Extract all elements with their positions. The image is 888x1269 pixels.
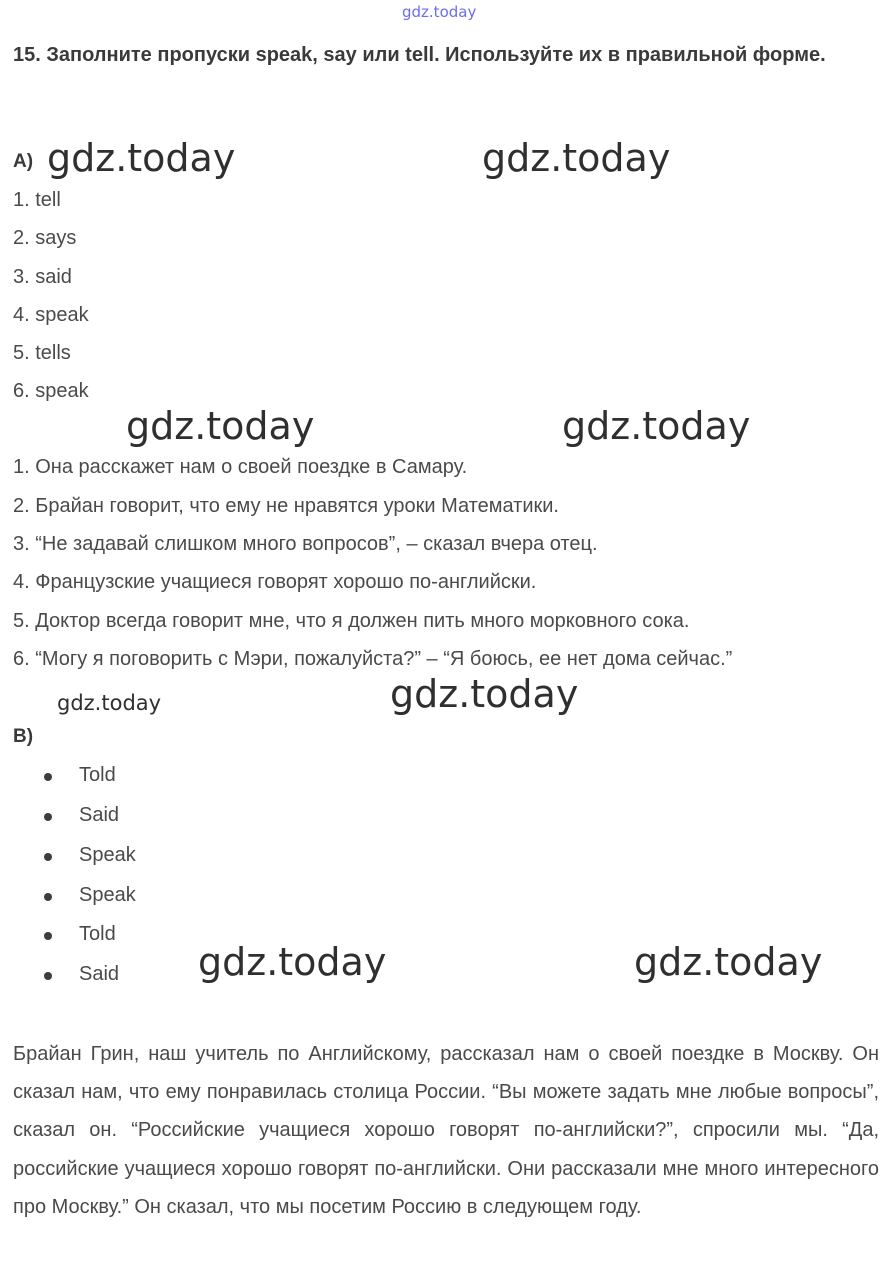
answer-a-4: 4. speak xyxy=(13,304,89,326)
answer-a-6: 6. speak xyxy=(13,380,89,402)
answer-a-5: 5. tells xyxy=(13,342,71,364)
translation-3: 3. “Не задавай слишком много вопросов”, – сказал вчера отец. xyxy=(13,533,598,555)
exercise-heading: 15. Заполните пропуски speak, say или tell. Используйте их в правильной форме. xyxy=(13,44,826,66)
translation-2: 2. Брайан говорит, что ему не нравятся уроки Математики. xyxy=(13,495,559,517)
bullet-dot xyxy=(44,773,52,781)
watermark: gdz.today xyxy=(562,404,751,448)
watermark: gdz.today xyxy=(126,404,315,448)
answer-a-1: 1. tell xyxy=(13,189,61,211)
translation-5: 5. Доктор всегда говорит мне, что я должен пить много морковного сока. xyxy=(13,610,690,632)
watermark-small: gdz.today xyxy=(57,691,162,715)
translation-4: 4. Французские учащиеся говорят хорошо по-английски. xyxy=(13,571,537,593)
answer-b-2: Said xyxy=(79,804,120,826)
answer-b-1: Told xyxy=(79,764,116,786)
translation-1: 1. Она расскажет нам о своей поездке в Самару. xyxy=(13,456,468,478)
section-b-label: B) xyxy=(13,726,34,747)
bullet-dot xyxy=(44,972,52,980)
answer-b-5: Told xyxy=(79,923,116,945)
watermark-top: gdz.today xyxy=(402,3,477,21)
section-a-label: А) xyxy=(13,151,34,172)
watermark: gdz.today xyxy=(390,672,579,716)
answer-b-4: Speak xyxy=(79,884,136,906)
watermark: gdz.today xyxy=(634,940,823,984)
story-paragraph: Брайан Грин, наш учитель по Английскому, рассказал нам о своей поездке в Москву. Он сказал нам, что ему понравилась столица России. “Вы можете задать мне любые вопросы”, сказал он. “Российские учащиеся хорошо говорят по-английски?”, спросили мы. “Да, российские учащиеся хорошо говорят по-английски. Они рассказали мне много интересного про Москву.” Он сказал, что мы посетим Россию в следующем году. xyxy=(13,1043,879,1218)
watermark: gdz.today xyxy=(198,940,387,984)
bullet-dot xyxy=(44,853,52,861)
bullet-dot xyxy=(44,813,52,821)
answer-b-3: Speak xyxy=(79,844,136,866)
watermark: gdz.today xyxy=(47,136,236,180)
answer-b-6: Said xyxy=(79,963,120,985)
bullet-dot xyxy=(44,932,52,940)
bullet-dot xyxy=(44,893,52,901)
answer-a-3: 3. said xyxy=(13,266,72,288)
watermark: gdz.today xyxy=(482,136,671,180)
answer-a-2: 2. says xyxy=(13,227,77,249)
translation-6: 6. “Могу я поговорить с Мэри, пожалуйста?” – “Я боюсь, ее нет дома сейчас.” xyxy=(13,648,733,670)
